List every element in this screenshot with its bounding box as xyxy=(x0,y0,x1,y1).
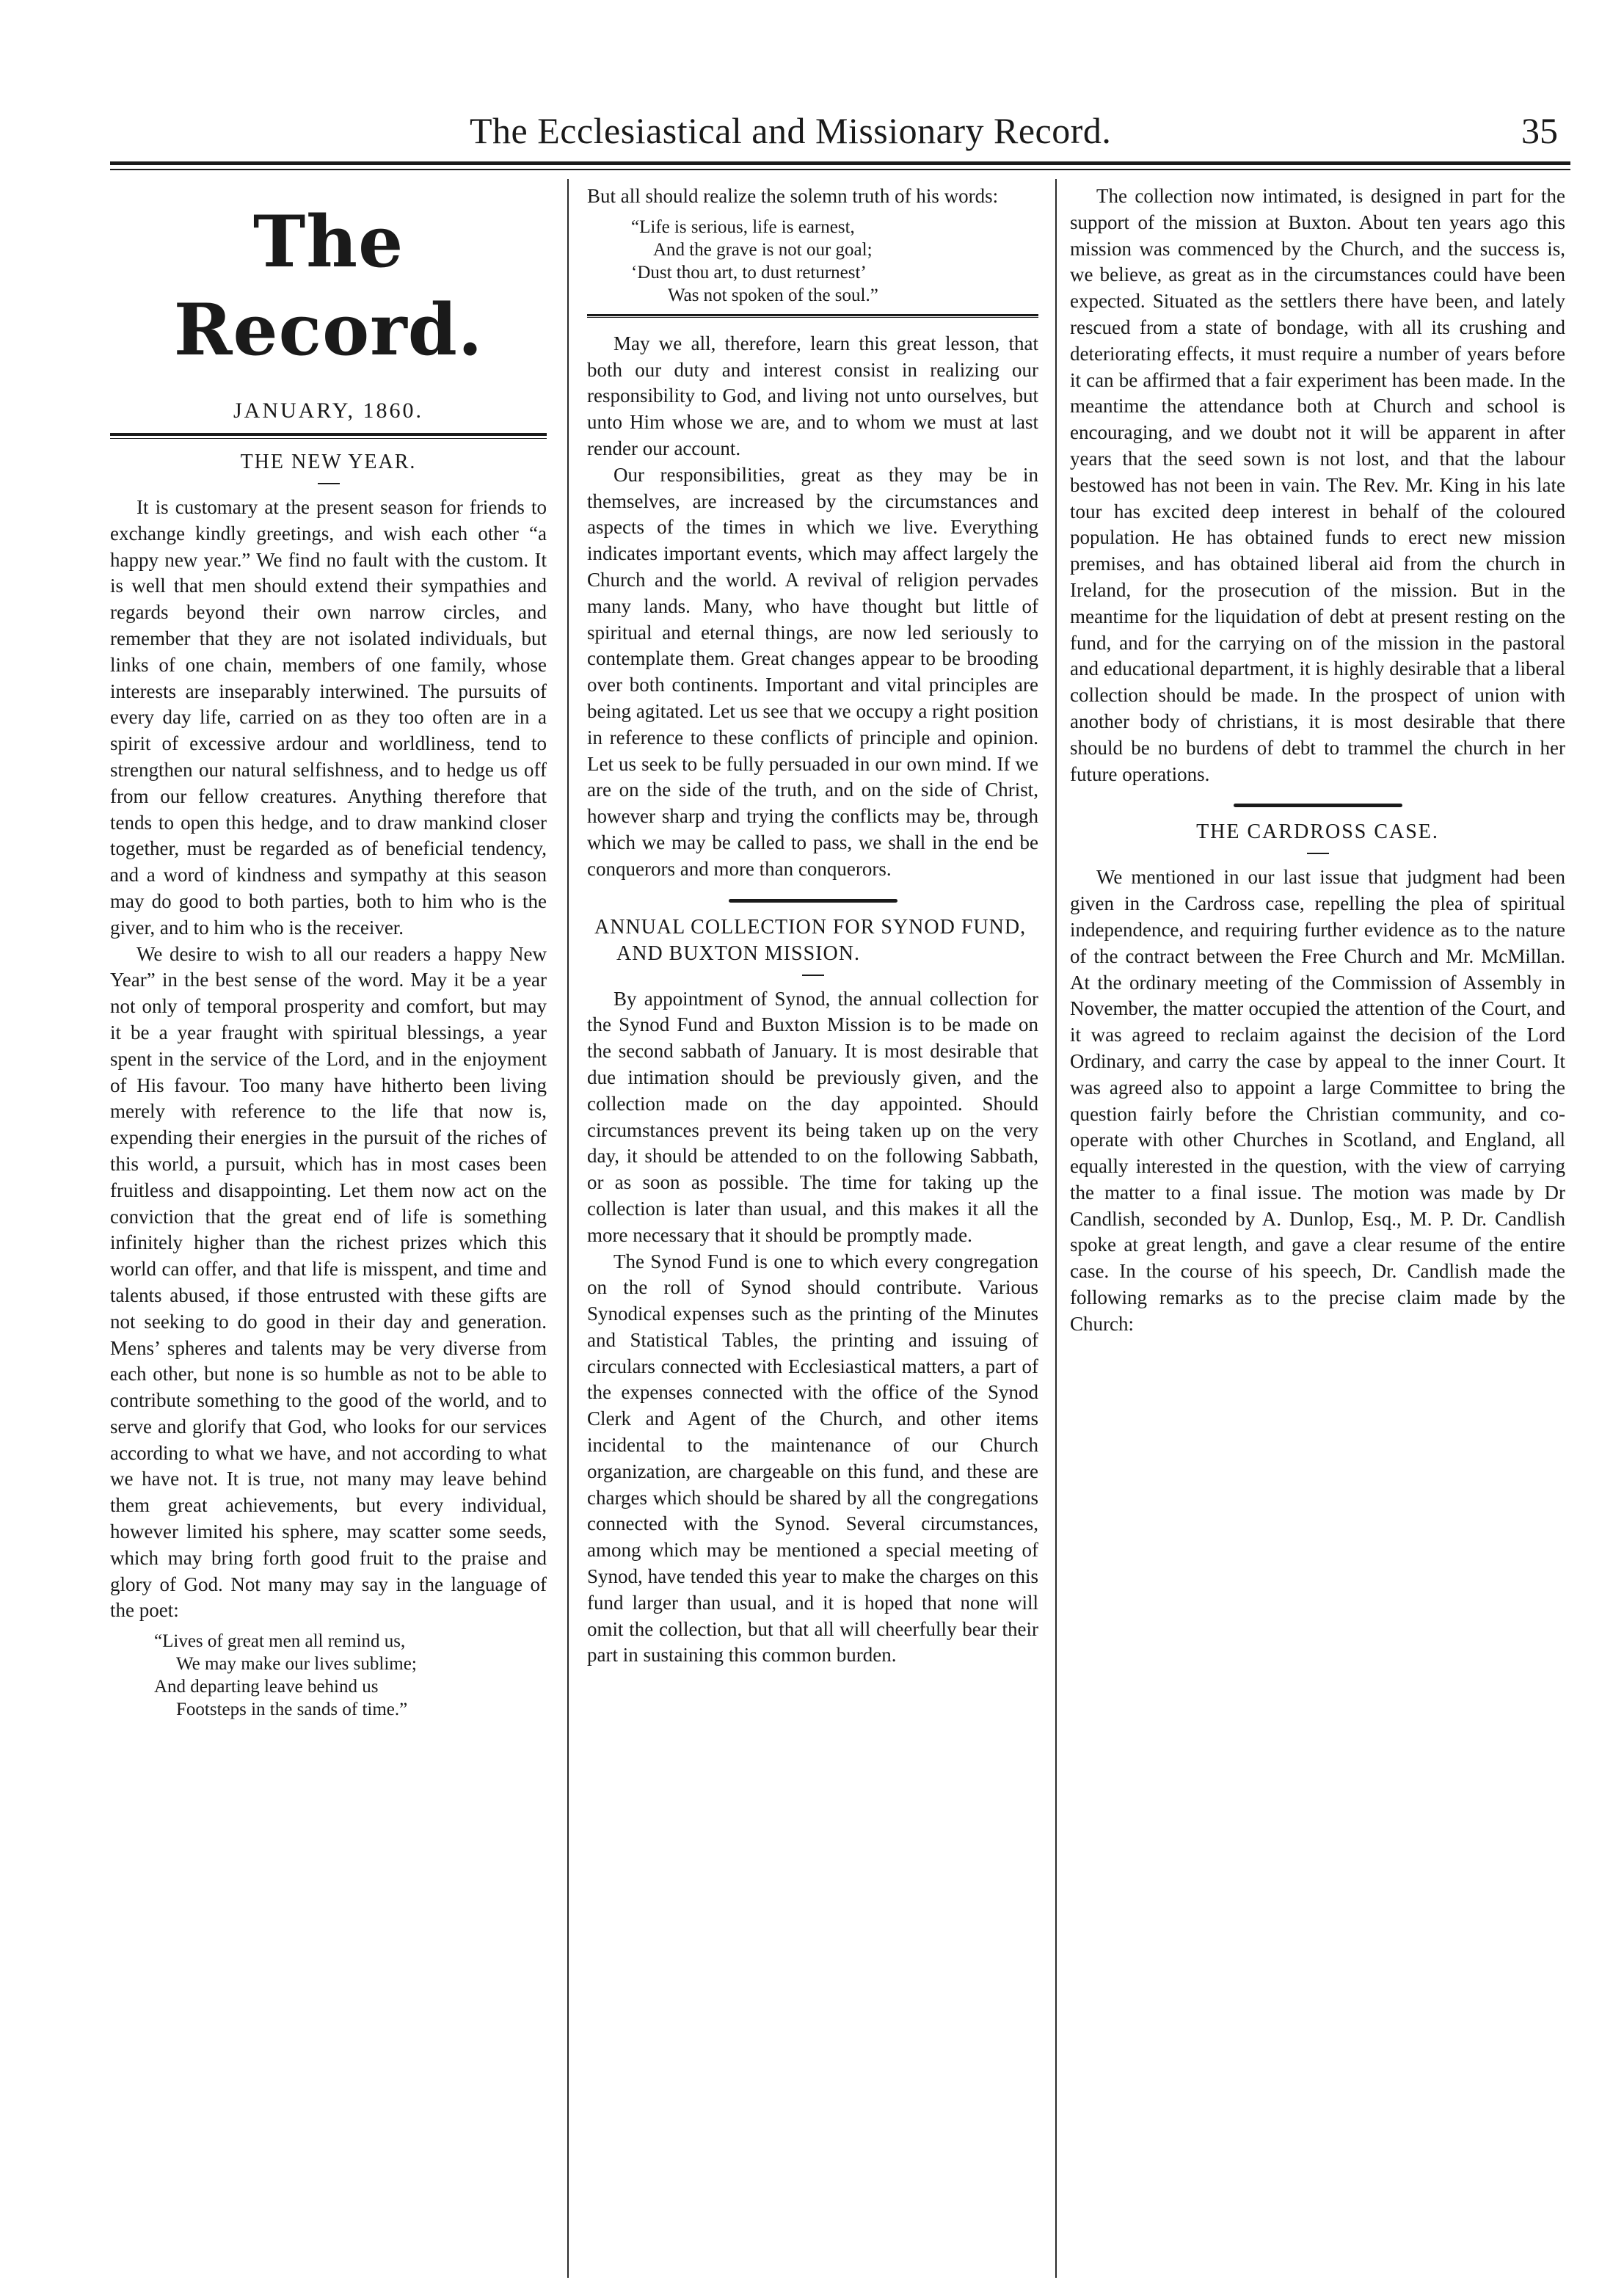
verse-line: We may make our lives sublime; xyxy=(176,1654,417,1675)
article-heading-cardross: THE CARDROSS CASE. xyxy=(1196,820,1439,844)
running-header: The Ecclesiastical and Missionary Record. xyxy=(470,110,1112,151)
article-paragraph: May we all, therefore, learn this great lesson, that both our duty and interest consist in realizing our responsibility to God, and living not unto ourselves, but unto Him whose we are, and to whom we must at last render our account. xyxy=(587,332,1038,459)
masthead-date: JANUARY, 1860. xyxy=(233,398,423,423)
poem-verse-1 xyxy=(110,1630,547,1721)
article-paragraph: The Synod Fund is one to which every congregation on the roll of Synod should contribute. Various Synodical expenses such as the printing of the Minutes and Statistical Tables, the printing and issuing of circulars connected with Ecclesiastical matters, a part of the expenses connected with the office of the Synod Clerk and Agent of the Church, and other items incidental to the maintenance of our Church organization, are chargeable on this fund, and these are charges which should be shared by all the congregations connected with the Synod. Several circumstances, among which may be mentioned a special meeting of Synod, have tended this year to make the charges on this fund larger than usual, and it is hoped that none will omit the collection, but that all will cheerfully bear their part in sustaining this common burden. xyxy=(587,1250,1038,1667)
verse-line: “Life is serious, life is earnest, xyxy=(631,216,855,237)
column-1 xyxy=(110,183,547,1728)
page-number: 35 xyxy=(1521,110,1558,151)
article-paragraph: We mentioned in our last issue that judgment had been given in the Cardross case, repelling the plea of spiritual independence, and requiring further evidence as to the nature of the contract between the Free Church and Mr. McMillan. At the ordinary meeting of the Commission of Assembly in November, the matter occupied the attention of the Court, and it was agreed to reclaim against the decision of the Lord Ordinary, and carry the case by appeal to the inner Court. It was agreed also to appoint a large Committee to bring the question fairly before the Christian community, and co-operate with other Churches in Scotland, and England, all equally interested in the question, with the view of carrying the matter to a final issue. The motion was made by Dr Candlish, seconded by A. Dunlop, Esq., M. P. Dr. Candlish spoke at great length, and gave a clear resume of the entire case. In the course of his speech, Dr. Candlish made the following remarks as to the precise claim made by the Church: xyxy=(1070,866,1565,1335)
article-heading-new-year: THE NEW YEAR. xyxy=(240,451,417,473)
heading-dash xyxy=(318,483,340,484)
column-3 xyxy=(1070,183,1565,1338)
verse-rule xyxy=(587,314,1038,318)
heading-dash xyxy=(1307,853,1329,854)
article-paragraph: Our responsibilities, great as they may be in themselves, are increased by the circumstances and aspects of the times in which we live. Everything indicates important events, which may affect largely the Church and the world. A revival of religion pervades many lands. Many, who have thought but little of spiritual and eternal things, are now led seriously to contemplate them. Great changes appear to be brooding over both continents. Important and vital principles are being agitated. Let us see that we occupy a right position in reference to these conflicts of principle and opinion. Let us seek to be fully persuaded in our own mind. If we are on the side of the truth, and on the side of Christ, however sharp and trying the conflicts may be, through which we may be called to pass, we shall in the end be conquerors and more than conquerors. xyxy=(587,463,1038,880)
article-heading-collection: ANNUAL COLLECTION FOR SYNOD FUND, AND BUXTON MISSION. xyxy=(594,915,1027,965)
article-paragraph: The collection now intimated, is designed in part for the support of the mission at Buxton. About ten years ago this mission was commenced by the Church, and the success is, we believe, as great as in the circumstances could have been expected. Situated as the settlers there have been, and lately rescued from a state of bondage, with all its crushing and deteriorating effects, it must require a number of years before it can be affirmed that a fair experiment has been made. In the meantime the attendance both at Church and school is encouraging, and we doubt not it will be apparent in after years that the seed sown is not lost, and that the labour bestowed has not been in vain. The Rev. Mr. King in his late tour has excited deep interest in behalf of the coloured population. He has obtained funds to erect new mission premises, and has obtained liberal aid from the church in Ireland, for the prosecution of the mission. But in the meantime for the liquidation of debt at present resting on the fund, and for the carrying on of the mission in the pastoral and educational department, it is highly desirable that a liberal collection should be made. In the prospect of union with another body of christians, it is most desirable that there should be no burdens of debt to trammel the church in her future operations. xyxy=(1070,185,1565,785)
article-paragraph: It is customary at the present season for friends to exchange kindly greetings, and wish each other “a happy new year.” We find no fault with the custom. It is well that men should extend their sympathies and regards beyond their own narrow circles, and remember that they are not isolated individuals, but links of one chain, members of one family, whose interests are inseparably interwined. The pursuits of every day life, carried on as they too often are in a spirit of excessive ardour and worldliness, tend to strengthen our natural selfishness, and to hedge us off from our fellow creatures. Anything therefore that tends to open this hedge, and to draw mankind closer together, must be regarded as of beneficial tendency, and a word of kindness and sympathy at this season may do good to both parties, both to him who is the giver, and to him who is the receiver. xyxy=(110,496,547,939)
verse-line: “Lives of great men all remind us, xyxy=(154,1631,406,1652)
dateline-rule xyxy=(110,433,547,439)
verse-line: And departing leave behind us xyxy=(154,1677,379,1697)
column-divider xyxy=(567,179,569,2278)
masthead-title: The Record. xyxy=(173,200,484,371)
poem-verse-2 xyxy=(587,216,1038,307)
heading-dash xyxy=(802,975,824,976)
verse-line: Was not spoken of the soul.” xyxy=(668,285,878,305)
verse-line: Footsteps in the sands of time.” xyxy=(176,1700,408,1720)
section-ornament-rule xyxy=(1234,804,1402,807)
article-paragraph: By appointment of Synod, the annual collection for the Synod Fund and Buxton Mission is to be made on the second sabbath of January. It is most desirable that due intimation should be previously given, and the collection made on the day appointed. Should circumstances prevent its being taken up on the very day, it should be attended to on the following Sabbath, or as soon as possible. The time for taking up the collection is later than usual, and this makes it all the more necessary that it should be promptly made. xyxy=(587,987,1038,1246)
column-divider xyxy=(1055,179,1057,2278)
column-2 xyxy=(587,183,1038,1669)
verse-line: ‘Dust thou art, to dust returnest’ xyxy=(631,262,867,283)
section-ornament-rule xyxy=(729,899,897,903)
article-paragraph: But all should realize the solemn truth of his words: xyxy=(587,185,999,207)
header-rule-thin xyxy=(110,169,1570,170)
article-paragraph: We desire to wish to all our readers a happy New Year” in the best sense of the word. May it be a year not only of temporal prosperity and comfort, but may it be a year fraught with spiritual blessings, a year spent in the service of the Lord, and in the enjoyment of His favour. Too many have hitherto been living merely with reference to the life that now is, expending their energies in the pursuit of the riches of this world, a pursuit, which has in most cases been fruitless and disappointing. Let them now act on the conviction that the great end of life is something infinitely higher than the richest prizes which this world can offer, and that life is misspent, and time and talents abused, if those entrusted with these gifts are not seeking to do good in their day and generation. Mens’ spheres and talents may be very diverse from each other, but none is so humble as not to be able to contribute something to the good of the world, and to serve and glorify that God, who looks for our services according to what we have, and not according to what we have not. It is true, not many may leave behind them great achievements, but every individual, however limited his sphere, may scatter some seeds, which may bring forth good fruit to the praise and glory of God. Not many may say in the language of the poet: xyxy=(110,942,547,1622)
verse-line: And the grave is not our goal; xyxy=(653,239,873,260)
header-rule xyxy=(110,161,1570,165)
